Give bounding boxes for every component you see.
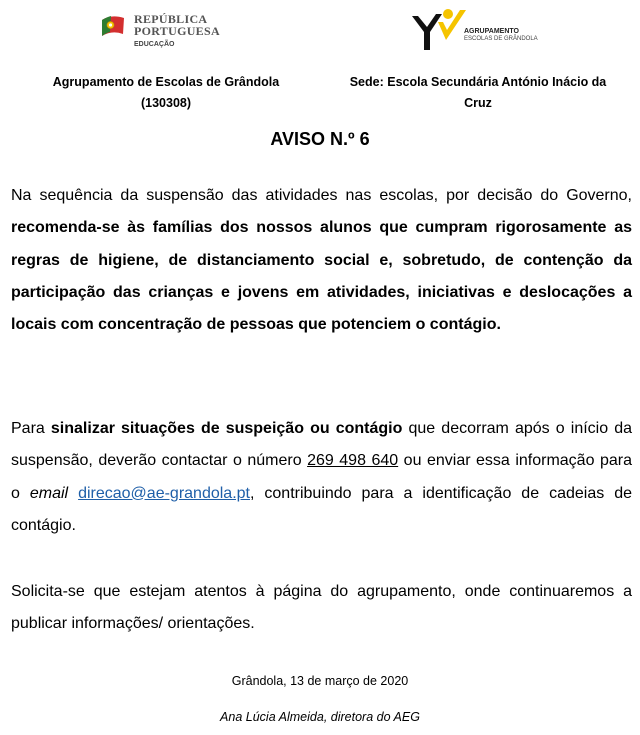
email-link[interactable]: direcao@ae-grandola.pt <box>78 484 250 502</box>
paragraph-follow-page: Solicita-se que estejam atentos à página do agrupamento, onde continuaremos a publicar informações/ orientações. <box>11 583 632 633</box>
headquarters-line2: Cruz <box>464 96 492 110</box>
logo-line-portuguesa: PORTUGUESA <box>134 24 220 38</box>
paragraph2-bold: sinalizar situações de suspeição ou contágio <box>50 420 403 437</box>
paragraph-contact <box>11 413 632 542</box>
paragraph2-part2: que decorram após o início da suspensão, deverão contactar o número <box>11 420 633 470</box>
signature: Ana Lúcia Almeida, diretora do AEG <box>220 710 420 724</box>
logo-line-republica: REPÚBLICA <box>134 12 208 26</box>
agrupamento-emblem-icon <box>408 6 470 56</box>
logo-line-educacao: EDUCAÇÃO <box>134 41 175 48</box>
notice-title: AVISO N.º 6 <box>270 129 370 149</box>
agrupamento-logo-line2: ESCOLAS DE GRÂNDOLA <box>464 36 538 42</box>
paragraph2-part3: ou enviar essa informação para o <box>11 452 632 502</box>
headquarters-line1: Sede: Escola Secundária António Inácio da <box>349 75 607 89</box>
email-word: email <box>29 484 69 502</box>
paragraph2-part4: , contribuindo para a identificação de cadeias de contágio. <box>11 484 632 534</box>
paragraph2-part1: Para <box>11 420 45 437</box>
agrupamento-logo-line1: AGRUPAMENTO <box>464 28 519 35</box>
paragraph1-intro: Na sequência da suspensão das atividades nas escolas, por decisão do Governo, <box>11 187 632 204</box>
school-code: (130308) <box>140 96 192 110</box>
agrupamento-logo <box>408 6 568 58</box>
notice-date: Grândola, 13 de março de 2020 <box>231 674 409 688</box>
school-name-block <box>38 72 294 114</box>
phone-number[interactable]: 269 498 640 <box>307 452 399 470</box>
school-headquarters-block <box>334 72 622 114</box>
republica-portuguesa-logo <box>98 12 248 52</box>
school-name: Agrupamento de Escolas de Grândola <box>52 75 280 89</box>
portugal-flag-icon <box>98 12 128 42</box>
paragraph1-bold: recomenda-se às famílias dos nossos alunos que cumpram rigorosamente as regras de higiene, de distanciamento social e, sobretudo, de contenção da participação das crianças e jovens em atividades, iniciativas e deslocações a locais com concentração de pessoas que potenciem o contágio. <box>11 219 632 334</box>
paragraph-recommendation <box>11 180 632 341</box>
